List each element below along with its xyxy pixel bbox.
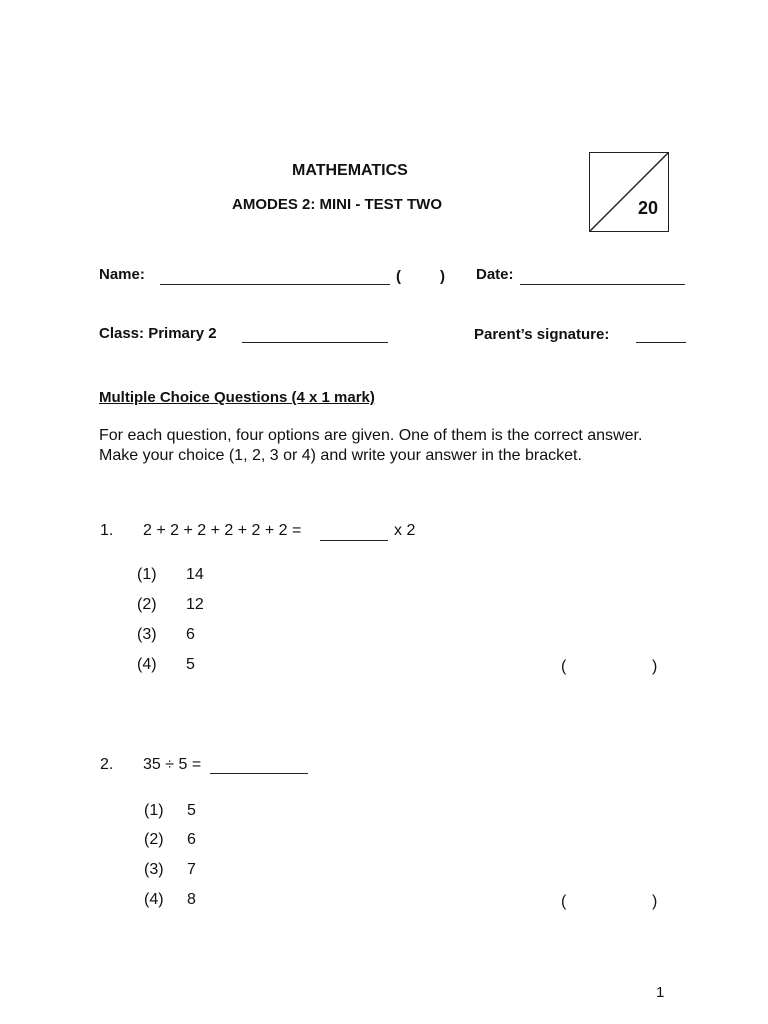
q2-option-3-number: (3) [144,861,164,878]
index-paren-close: ) [440,268,445,285]
score-total: 20 [637,198,658,218]
question-2-text: 35 ÷ 5 = [143,756,202,773]
q2-answer-bracket-open: ( [561,893,567,910]
q1-option-2-value: 12 [186,596,204,613]
q1-option-4-number: (4) [137,656,157,673]
name-label: Name: [99,266,145,283]
q2-option-2-number: (2) [144,831,164,848]
q1-answer-bracket-open: ( [561,658,567,675]
q2-option-4-number: (4) [144,891,164,908]
instructions: For each question, four options are given. One of them is the correct answer. Make your choice (1, 2, 3 or 4) and write your answer in the bracket. [99,427,643,464]
score-box [589,152,669,232]
index-paren-open: ( [396,268,401,285]
q1-option-3-number: (3) [137,626,157,643]
q1-option-2-number: (2) [137,596,157,613]
q1-answer-bracket-close: ) [652,658,658,675]
date-field[interactable] [520,284,685,285]
subject-title: MATHEMATICS [292,162,408,179]
q2-option-3-value: 7 [187,861,196,878]
test-title: AMODES 2: MINI - TEST TWO [232,196,442,213]
class-label: Class: Primary 2 [99,325,217,342]
q2-option-4-value: 8 [187,891,196,908]
q1-answer-slot[interactable] [572,656,648,678]
question-2-number: 2. [100,756,114,773]
question-2-blank[interactable] [210,773,308,774]
q2-option-1-value: 5 [187,802,196,819]
question-1-blank[interactable] [320,540,388,541]
q2-answer-slot[interactable] [572,891,648,913]
name-field[interactable] [160,284,390,285]
q1-option-3-value: 6 [186,626,195,643]
question-1-suffix: x 2 [394,522,416,539]
parent-signature-label: Parent’s signature: [474,326,610,343]
q1-option-1-value: 14 [186,566,204,583]
question-1-text: 2 + 2 + 2 + 2 + 2 + 2 = [143,522,302,539]
parent-signature-field[interactable] [636,342,686,343]
q2-option-2-value: 6 [187,831,196,848]
q2-answer-bracket-close: ) [652,893,658,910]
question-1-number: 1. [100,522,114,539]
score-diagonal [590,153,668,231]
q1-option-4-value: 5 [186,656,195,673]
page-number: 1 [656,984,665,1001]
q2-option-1-number: (1) [144,802,164,819]
date-label: Date: [476,266,514,283]
section-heading: Multiple Choice Questions (4 x 1 mark) [99,389,375,406]
class-field[interactable] [242,342,388,343]
q1-option-1-number: (1) [137,566,157,583]
